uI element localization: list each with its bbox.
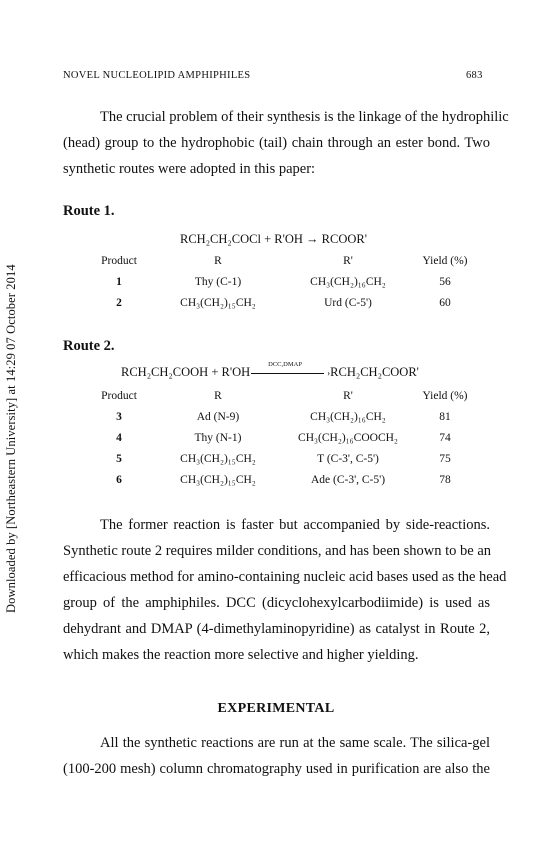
text-line: which makes the reaction more selective and higher yielding. (63, 647, 419, 663)
route-2-label: Route 2. (63, 338, 115, 354)
experimental-paragraph (63, 730, 490, 782)
table-row (90, 469, 482, 490)
table-cell: 81 (439, 410, 451, 423)
arrow-label: DCC,DMAP (268, 361, 302, 369)
text-line: Synthetic route 2 requires milder conditions, and has been shown to be an (63, 543, 492, 559)
discussion-paragraph (63, 512, 507, 668)
route-1-table (90, 250, 482, 313)
route-1-equation: RCH₂CH₂COCl + R'OH → RCOOR' (180, 232, 367, 246)
text-line: (100-200 mesh) column chromatography used in purification are also the (63, 761, 490, 777)
table-row (90, 406, 482, 427)
column-header: Yield (%) (422, 254, 468, 267)
route-2-table (90, 385, 482, 490)
table-cell: 1 (116, 275, 122, 288)
table-cell: CH₃(CH₂)₁₆CH₂ (310, 410, 386, 423)
table-cell: Urd (C-5') (324, 296, 372, 309)
table-cell: 75 (439, 452, 451, 465)
table-header-row (90, 385, 482, 406)
table-row (90, 271, 482, 292)
table-cell: 78 (439, 473, 451, 486)
column-header: R (214, 254, 222, 267)
text-line: The former reaction is faster but accompanied by side-reactions. (100, 517, 490, 533)
table-cell: Thy (N-1) (194, 431, 242, 444)
arrow-head: › (327, 368, 331, 379)
table-cell: Ade (C-3', C-5') (310, 473, 386, 486)
table-cell: CH₃(CH₂)₁₆CH₂ (310, 275, 386, 288)
equation-reactants: RCH₂CH₂COOH + R'OH (121, 365, 251, 379)
table-cell: Thy (C-1) (194, 275, 242, 288)
table-cell: T (C-3', C-5') (317, 452, 379, 465)
column-header: R' (343, 389, 353, 402)
text-line: (head) group to the hydrophobic (tail) chain through an ester bond. Two (63, 135, 490, 151)
table-cell: Ad (N-9) (196, 410, 240, 423)
table-cell: 5 (116, 452, 122, 465)
table-cell: CH₃(CH₂)₁₅CH₂ (180, 452, 256, 465)
table-cell: 60 (439, 296, 451, 309)
text-line: The crucial problem of their synthesis is the linkage of the hydrophilic (100, 109, 509, 125)
running-title: NOVEL NUCLEOLIPID AMPHIPHILES (63, 70, 251, 81)
text-line: synthetic routes were adopted in this paper: (63, 161, 316, 177)
table-cell: CH₃(CH₂)₁₆COOCH₂ (298, 431, 398, 444)
table-header-row (90, 250, 482, 271)
column-header: R (214, 389, 222, 402)
section-heading: EXPERIMENTAL (217, 701, 335, 716)
table-cell: 6 (116, 473, 122, 486)
text-line: dehydrant and DMAP (4-dimethylaminopyridine) as catalyst in Route 2, (63, 621, 490, 637)
table-cell: 56 (439, 275, 451, 288)
table-row (90, 427, 482, 448)
arrow-shaft (251, 373, 324, 374)
table-cell: CH₃(CH₂)₁₅CH₂ (180, 473, 256, 486)
text-line: efficacious method for amino-containing nucleic acid bases used as the head (63, 569, 507, 585)
route-1-label: Route 1. (63, 203, 115, 219)
table-cell: CH₃(CH₂)₁₅CH₂ (180, 296, 256, 309)
column-header: Product (101, 254, 137, 267)
column-header: R' (343, 254, 353, 267)
table-row (90, 448, 482, 469)
text-line: All the synthetic reactions are run at the same scale. The silica-gel (100, 735, 490, 751)
table-cell: 3 (116, 410, 122, 423)
reaction-arrow (250, 361, 331, 379)
table-cell: 4 (116, 431, 122, 444)
download-watermark: Downloaded by [Northeastern University] at 14:29 07 October 2014 (4, 264, 18, 613)
table-row (90, 292, 482, 313)
column-header: Yield (%) (422, 389, 468, 402)
text-line: group of the amphiphiles. DCC (dicyclohexylcarbodiimide) is used as (63, 595, 490, 611)
table-cell: 2 (116, 296, 122, 309)
route-2-equation (121, 361, 419, 380)
column-header: Product (101, 389, 137, 402)
intro-paragraph (63, 104, 509, 182)
page-number: 683 (466, 70, 483, 81)
table-cell: 74 (439, 431, 451, 444)
equation-products: RCH₂CH₂COOR' (330, 365, 419, 379)
